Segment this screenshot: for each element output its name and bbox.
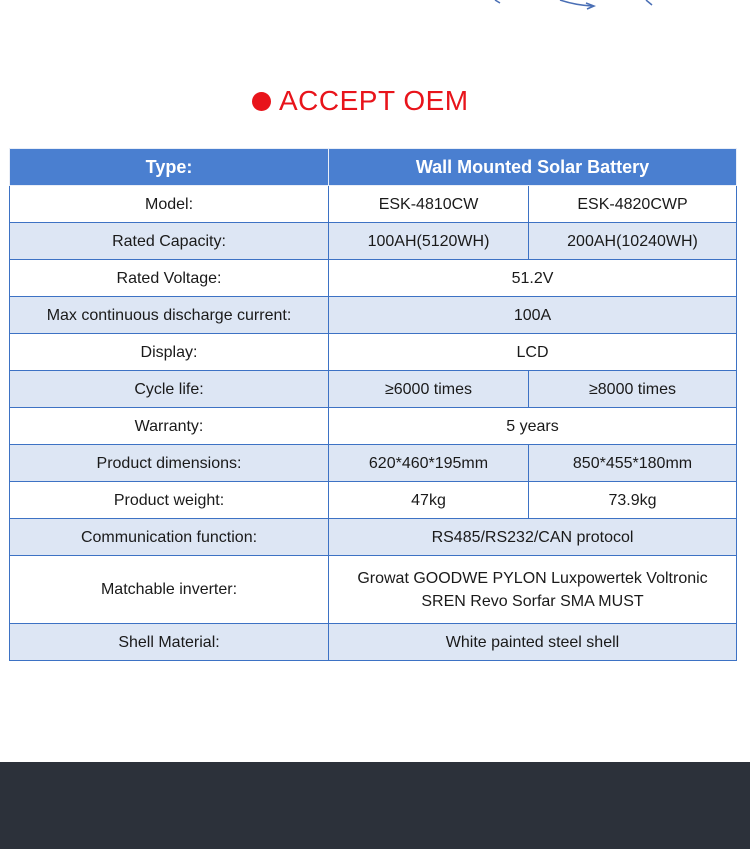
table-row — [10, 445, 737, 482]
row-value-b: ESK-4820CWP — [529, 186, 737, 223]
accept-oem-heading — [252, 82, 469, 120]
row-value-a: ≥6000 times — [329, 371, 529, 408]
row-value-line: SREN Revo Sorfar SMA MUST — [421, 592, 644, 610]
row-label: Display: — [10, 334, 329, 371]
row-label: Model: — [10, 186, 329, 223]
row-value: White painted steel shell — [329, 624, 737, 661]
top-decoration-arrows — [0, 0, 750, 12]
red-bullet-icon — [252, 92, 271, 111]
row-value: RS485/RS232/CAN protocol — [329, 519, 737, 556]
row-label: Product weight: — [10, 482, 329, 519]
row-value-line: Growat GOODWE PYLON Luxpowertek Voltronic — [357, 569, 708, 587]
table-row — [10, 408, 737, 445]
row-label: Communication function: — [10, 519, 329, 556]
row-label: Max continuous discharge current: — [10, 297, 329, 334]
row-value-a: 47kg — [329, 482, 529, 519]
table-row — [10, 482, 737, 519]
table-row — [10, 297, 737, 334]
heading-title: ACCEPT OEM — [279, 85, 469, 116]
table-row — [10, 519, 737, 556]
row-label: Cycle life: — [10, 371, 329, 408]
row-label: Shell Material: — [10, 624, 329, 661]
row-value: 100A — [329, 297, 737, 334]
table-header-row — [10, 149, 737, 186]
table-row — [10, 260, 737, 297]
table-row — [10, 371, 737, 408]
spec-table — [9, 148, 737, 661]
row-value: LCD — [329, 334, 737, 371]
table-row — [10, 186, 737, 223]
row-value: 5 years — [329, 408, 737, 445]
row-value-b: ≥8000 times — [529, 371, 737, 408]
row-value-b: 200AH(10240WH) — [529, 223, 737, 260]
row-label: Matchable inverter: — [10, 556, 329, 624]
table-row — [10, 223, 737, 260]
row-label: Warranty: — [10, 408, 329, 445]
row-value-b: 850*455*180mm — [529, 445, 737, 482]
row-value-a: ESK-4810CW — [329, 186, 529, 223]
row-value-a: 620*460*195mm — [329, 445, 529, 482]
table-row — [10, 334, 737, 371]
row-value-a: 100AH(5120WH) — [329, 223, 529, 260]
header-label: Type: — [10, 149, 329, 186]
header-value: Wall Mounted Solar Battery — [329, 149, 737, 186]
row-label: Rated Voltage: — [10, 260, 329, 297]
row-label: Rated Capacity: — [10, 223, 329, 260]
row-label: Product dimensions: — [10, 445, 329, 482]
table-row — [10, 556, 737, 624]
row-value-b: 73.9kg — [529, 482, 737, 519]
row-value: 51.2V — [329, 260, 737, 297]
row-value-multiline — [329, 556, 737, 624]
dark-footer-band — [0, 762, 750, 849]
table-row — [10, 624, 737, 661]
